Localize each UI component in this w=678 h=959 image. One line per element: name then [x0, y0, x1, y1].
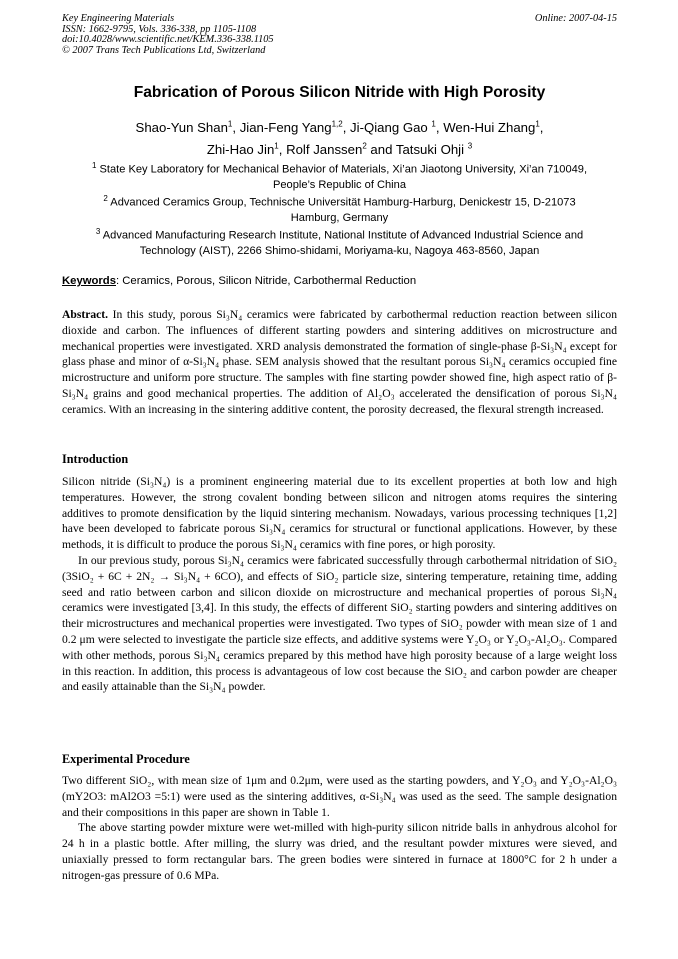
paragraph: In our previous study, porous Si₃N₄ ceramics were fabricated successfully through carbothermal nitridation of SiO₂ (3SiO₂ + 6C + 2N₂ → Si₃N₄ + 6CO), and effects of SiO₂ particle size, sintering temperature, retaining time, adding seed and ratio between carbon and silicon dioxide on microstructure and mechanical properties of porous Si₃N₄ ceramics were investigated [3,4]. In this study, the effects of different SiO₂ starting powders and sintering additives on their microstructures and mechanical properties were investigated. Two types of SiO₂ powder with mean size of 1 and 0.2 μm were selected to investigate the particle size effects, and additive systems were Y₂O₃ or Y₂O₃-Al₂O₃. Compared with other methods, porous Si₃N₄ ceramics prepared by this method have high porosity because of a large weight loss in this reaction. In addition, this process is advantageous of low cost because the SiO₂ and carbon powder are cheaper and easily attainable than the Si₃N₄ powder.: [62, 553, 617, 694]
affiliation: $^3$ Advanced Manufacturing Research Institute, National Institute of Advanced Industrial Science and Technology (AIST), 2266 Shimo-shidami, Moriyama-ku, Nagoya 463-8560, Japan: [95, 227, 584, 258]
experimental-body: [62, 773, 617, 884]
journal-doi: doi:10.4028/www.scientific.net/KEM.336-338.1105: [62, 34, 274, 46]
journal-name: Key Engineering Materials: [62, 13, 175, 24]
experimental-heading: Experimental Procedure: [62, 752, 190, 766]
online-date: Online: 2007-04-15: [534, 13, 617, 24]
abstract: [62, 307, 617, 418]
affiliation: $^1$ State Key Laboratory for Mechanical Behavior of Materials, Xi’an Jiaotong University, Xi’an 710049, People’s Republic of China: [91, 161, 588, 192]
author: Tatsuki Ohji $^3$: [395, 141, 473, 157]
journal-header: [62, 14, 617, 56]
keywords-label: Keywords: [62, 275, 116, 287]
keywords: [62, 275, 617, 287]
author: Zhi-Hao Jin$^1$,: [206, 141, 287, 157]
paper-title: Fabrication of Porous Silicon Nitride with High Porosity: [133, 84, 546, 101]
author: Wen-Hui Zhang$^1$,: [443, 120, 544, 136]
abstract-text: In this study, porous Si₃N₄ ceramics were fabricated by carbothermal reduction reaction between silicon dioxide and carbon. The influences of different starting powders and sintering additives on microstructure and mechanical properties were investigated. XRD analysis demonstrated the formation of single-phase β-Si₃N₄ except for glass phase and minor of α-Si₃N₄ phase. SEM analysis showed that the resultant porous Si₃N₄ ceramics occupied fine microstructure and uniform pore structure. The samples with fine starting powder showed fine, high aspect ratio of β-Si₃N₄ grains and good mechanical properties. The addition of Al₂O₃ accelerated the densification of porous Si₃N₄ ceramics. With an increasing in the sintering additive content, the porosity decreased, the flexural strength increased.: [62, 308, 618, 416]
paragraph: Two different SiO₂, with mean size of 1μm and 0.2μm, were used as the starting powders, and Y₂O₃ and Y₂O₃-Al₂O₃ (mY2O3: mAl2O3 =5:1) were used as the sintering additives, α-Si₃N₄ was used as the seed. The sample designation and their compositions in this paper are shown in Table 1.: [62, 774, 617, 819]
paragraph: The above starting powder mixture were wet-milled with high-purity silicon nitride balls in anhydrous alcohol for 24 h in a plastic bottle. After milling, the slurry was dried, and the resultant powder mixtures were sieved, and uniaxially pressed to form rectangular bars. The green bodies were sintered in furnace at 1800°C for 2 h under a nitrogen-gas pressure of 0.6 MPa.: [62, 821, 617, 882]
abstract-label: Abstract.: [62, 308, 109, 321]
paragraph: Silicon nitride (Si₃N₄) is a prominent engineering material due to its excellent properties at both low and high temperatures. However, the strong covalent bonding between silicon and nitrogen atoms requires the sintering additives to promote densification by the liquid sintering mechanism. Nowadays, various processing techniques [1,2] have been developed to fabricate porous Si₃N₄ ceramics for structural or functional applications. However, by these methods, it is difficult to produce the porous Si₃N₄ ceramics with fine pores, or high porosity.: [62, 475, 617, 552]
introduction-heading: Introduction: [62, 452, 129, 466]
author: Jian-Feng Yang$^{1,2}$,: [239, 120, 351, 136]
author: Ji-Qiang Gao $^1$,: [350, 120, 444, 136]
author: Shao-Yun Shan$^1$,: [135, 120, 240, 136]
author: Rolf Janssen$^2$ and: [286, 141, 396, 157]
keywords-text: : Ceramics, Porous, Silicon Nitride, Carbothermal Reduction: [116, 275, 417, 287]
affiliation: $^2$ Advanced Ceramics Group, Technische Universität Hamburg-Harburg, Denickestr 15, D-21073 Hamburg, Germany: [103, 194, 576, 225]
journal-issn: ISSN: 1662-9795, Vols. 336-338, pp 1105-1108: [62, 23, 257, 35]
author-list: [62, 116, 617, 159]
journal-copyright: © 2007 Trans Tech Publications Ltd, Switzerland: [62, 44, 266, 56]
introduction-body: [62, 474, 617, 695]
